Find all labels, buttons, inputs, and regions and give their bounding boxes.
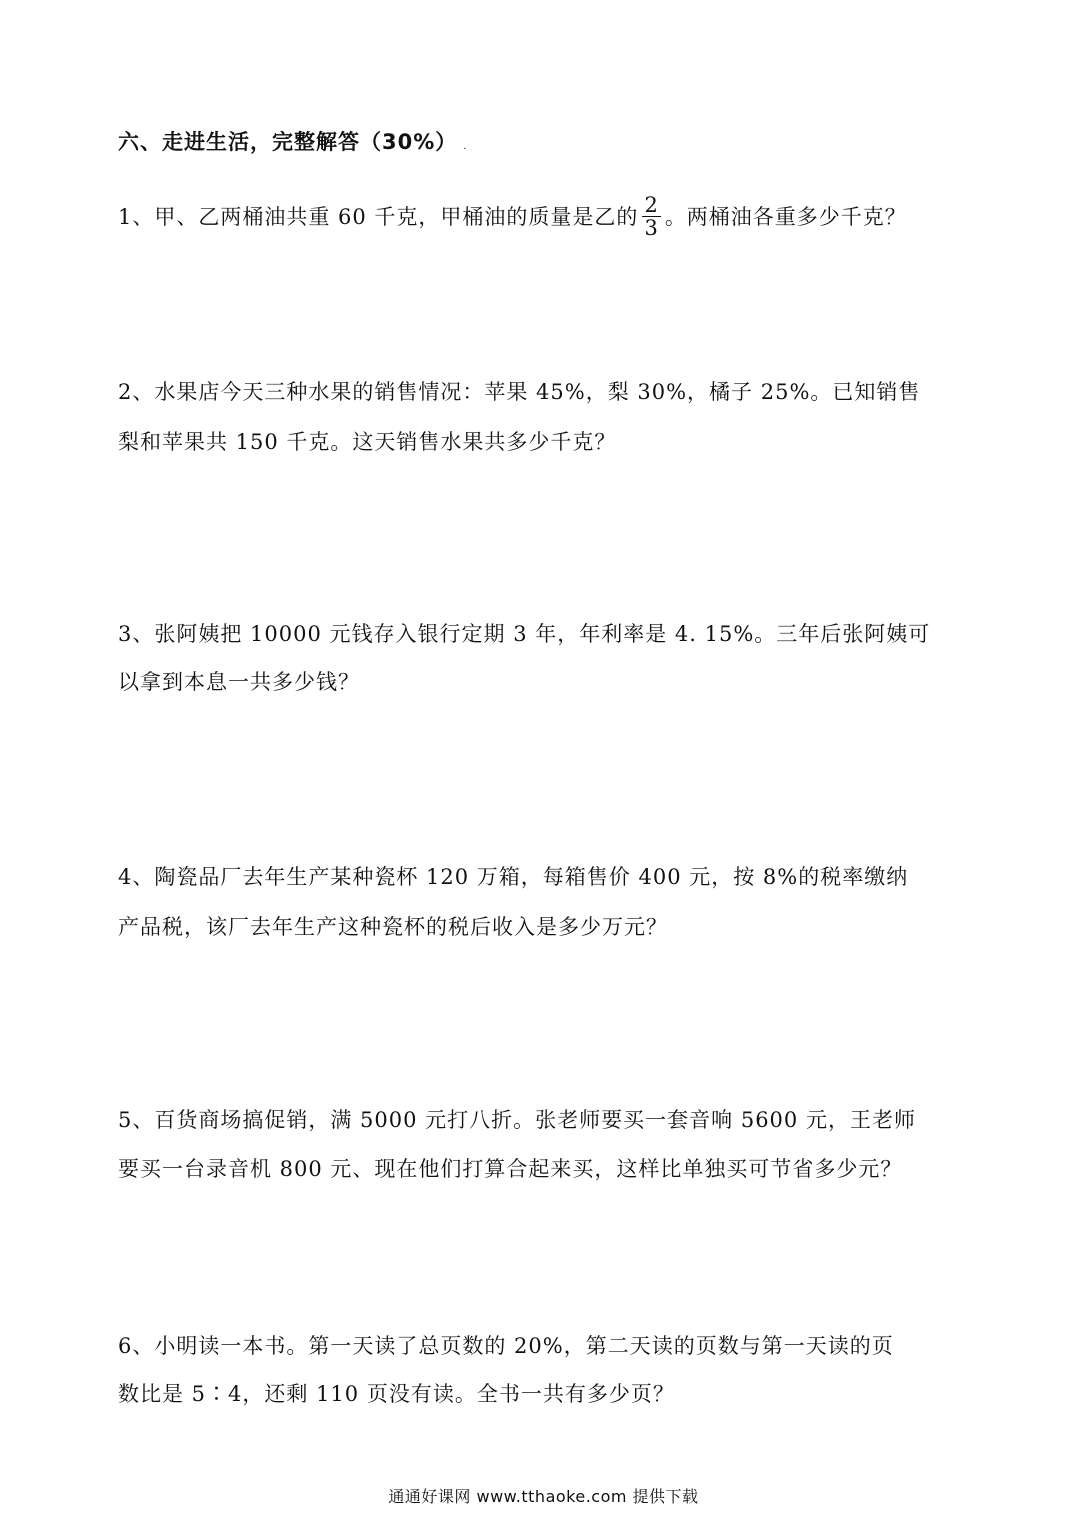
question-3-line-1: 3、张阿姨把 10000 元钱存入银行定期 3 年，年利率是 4. 15%。三年后张阿姨可	[118, 622, 931, 646]
fraction-numerator: 2	[644, 193, 659, 217]
question-6-line-2: 数比是 5∶4，还剩 110 页没有读。全书一共有多少页？	[118, 1382, 675, 1406]
footer-download-credit: 通通好课网 www.tthaoke.com 提供下载	[388, 1487, 699, 1506]
question-4-line-2: 产品税，该厂去年生产这种瓷杯的税后收入是多少万元？	[118, 915, 668, 939]
question-5-line-1: 5、百货商场搞促销，满 5000 元打八折。张老师要买一套音响 5600 元，王老师	[118, 1108, 916, 1132]
question-1-text-after: 。两桶油各重多少千克？	[664, 205, 907, 229]
trailing-mark: .	[463, 141, 468, 152]
question-1	[118, 193, 907, 241]
question-2-line-1: 2、水果店今天三种水果的销售情况：苹果 45%，梨 30%，橘子 25%。已知销售	[118, 380, 921, 404]
section-title	[118, 126, 467, 156]
question-1-text-before: 1、甲、乙两桶油共重 60 千克，甲桶油的质量是乙的	[118, 205, 639, 229]
section-title-text: 六、走进生活，完整解答（30%）	[118, 130, 458, 154]
question-2-line-2: 梨和苹果共 150 千克。这天销售水果共多少千克？	[118, 430, 617, 454]
fraction-two-thirds	[642, 194, 660, 239]
question-4-line-1: 4、陶瓷品厂去年生产某种瓷杯 120 万箱，每箱售价 400 元，按 8%的税率缴纳	[118, 865, 909, 889]
question-3-line-2: 以拿到本息一共多少钱？	[118, 670, 360, 694]
fraction-denominator: 3	[644, 216, 659, 240]
question-5-line-2: 要买一台录音机 800 元、现在他们打算合起来买，这样比单独买可节省多少元？	[118, 1157, 903, 1181]
question-6-line-1: 6、小明读一本书。第一天读了总页数的 20%，第二天读的页数与第一天读的页	[118, 1334, 894, 1358]
